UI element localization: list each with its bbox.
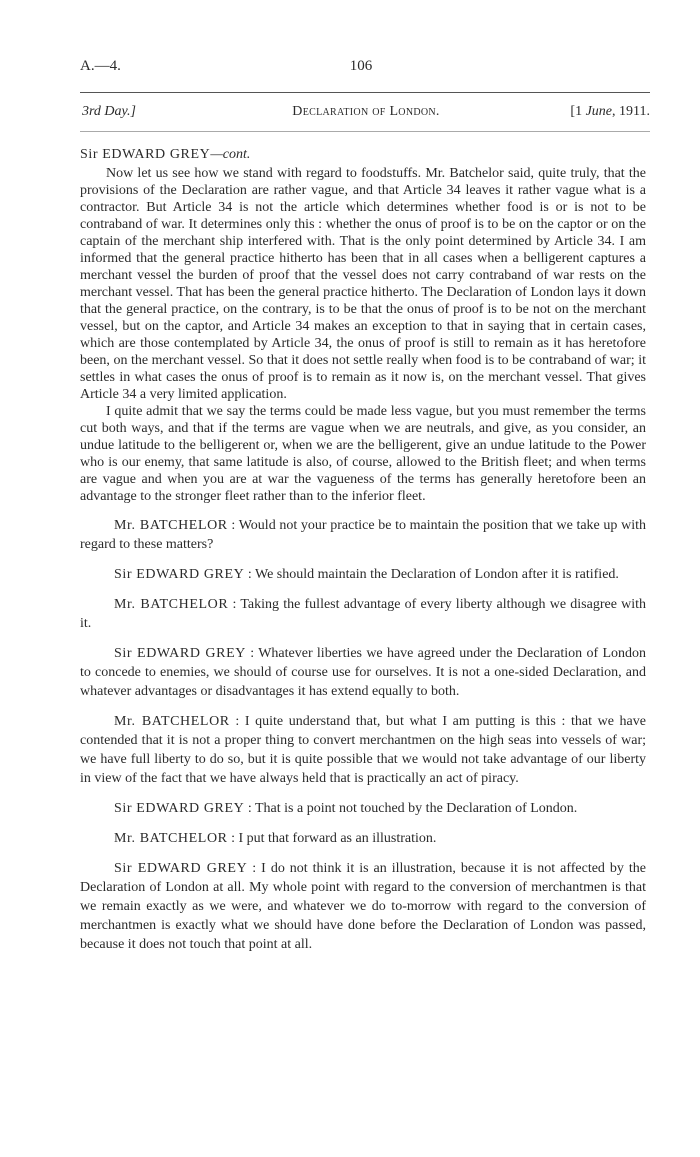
speech-exchange <box>80 565 646 584</box>
running-head-day: 3rd Day.] <box>82 104 136 119</box>
speech-exchange <box>80 799 646 818</box>
speech-text: : I quite understand that, but what I am putting is this : that we have contended that it is not a proper thing to convert merchantmen on the high seas into vessels of war; we have full liberty to do so, but it is quite possible that we would not take advantage of our liberty in view of the fact that we have always held that is practically an act of piracy. <box>80 714 646 786</box>
speaker-name: Mr. BATCHELOR <box>114 714 230 729</box>
speech-text: : I do not think it is an illustration, because it is not affected by the Declaration of London at all. My whole point with regard to the conversion of merchantmen is that we remain exactly as we were, and whatever we do to-morrow with regard to the conversion of merchantmen is exactly what we should have done before the Declaration of London was passed, because it does not touch that point at all. <box>80 861 646 952</box>
page-header <box>80 58 642 76</box>
running-head-title: Declaration of London. <box>292 104 440 119</box>
speech-exchange <box>80 829 646 848</box>
speech-text: : We should maintain the Declaration of London after it is ratified. <box>244 567 619 582</box>
speech-exchange <box>80 712 646 788</box>
speech-text: : Whatever liberties we have agreed under the Declaration of London to concede to enemies, we should of course use for ourselves. It is not a one-sided Declaration, and whatever advantages or disadvantages it has extend equally to both. <box>80 646 646 699</box>
speech-paragraph: I quite admit that we say the terms could be made less vague, but you must remember the terms cut both ways, and that if the terms are vague when we are neutrals, and give, as you consider, an undue latitude to the belligerent or, when we are the belligerent, give an undue latitude to the Power who is our enemy, that same latitude is also, of course, allowed to the British fleet; and when terms are vague and when you are at war the vagueness of the terms has generally heretofore been an advantage to the stronger fleet rather than to the inferior fleet. <box>80 404 646 504</box>
speaker-name: Sir EDWARD GREY <box>114 567 245 582</box>
header-rule <box>80 92 650 93</box>
speech-exchange <box>80 595 646 633</box>
speaker-name: Mr. BATCHELOR <box>114 831 228 846</box>
speech-text: : Would not your practice be to maintain the position that we take up with regard to these matters? <box>80 518 646 552</box>
running-head <box>82 104 650 122</box>
speaker-name: Mr. BATCHELOR <box>114 518 228 533</box>
speech-exchange <box>80 644 646 701</box>
speech-text: : That is a point not touched by the Declaration of London. <box>244 801 578 816</box>
continued-speaker-heading: Sir EDWARD GREY—cont. <box>80 147 251 162</box>
speech-paragraph: Now let us see how we stand with regard to foodstuffs. Mr. Batchelor said, quite truly, that the provisions of the Declaration are rather vague, and that Article 34 leaves it rather vague what is a contractor. But Article 34 is not the article which determines whether food is or is not to be contraband of war. It determines only this : whether the onus of proof is to be on the captor or on the captain of the merchant ship interfered with. That is the only point determined by Article 34. I am informed that the general practice hitherto has been that in all cases when a belligerent captures a merchant vessel the burden of proof that the vessel does not carry contraband of war rests on the merchant vessel. That has been the general practice hitherto. The Declaration of London lays it down that the general practice, on the contrary, is to be that the onus of proof is to be not on the merchant vessel, but on the captor, and Article 34 makes an exception to that in saying that in certain cases, which are those contemplated by Article 34, the onus of proof is still to remain as it has heretofore been, on the merchant vessel. So that it does not settle really when food is to be contraband of war; it settles in what cases the onus of proof is to remain as it now is, on the merchant vessel. That gives Article 34 a very limited application. <box>80 166 646 402</box>
speaker-name: Sir EDWARD GREY <box>114 801 245 816</box>
speech-text: : I put that forward as an illustration. <box>227 831 437 846</box>
speaker-name: Sir EDWARD GREY <box>114 646 246 661</box>
speech-text: : Taking the fullest advantage of every liberty although we disagree with it. <box>80 597 646 631</box>
transcript-body <box>80 146 646 954</box>
running-head-date: [1 June, 1911. <box>570 104 650 119</box>
parliamentary-reference: A.—4. <box>80 58 121 74</box>
page-number: 106 <box>349 58 373 74</box>
speech-exchange <box>80 859 646 954</box>
running-head-rule <box>80 131 650 132</box>
speech-exchange <box>80 516 646 554</box>
speaker-name: Sir EDWARD GREY <box>114 861 248 876</box>
speaker-name: Mr. BATCHELOR <box>114 597 229 612</box>
